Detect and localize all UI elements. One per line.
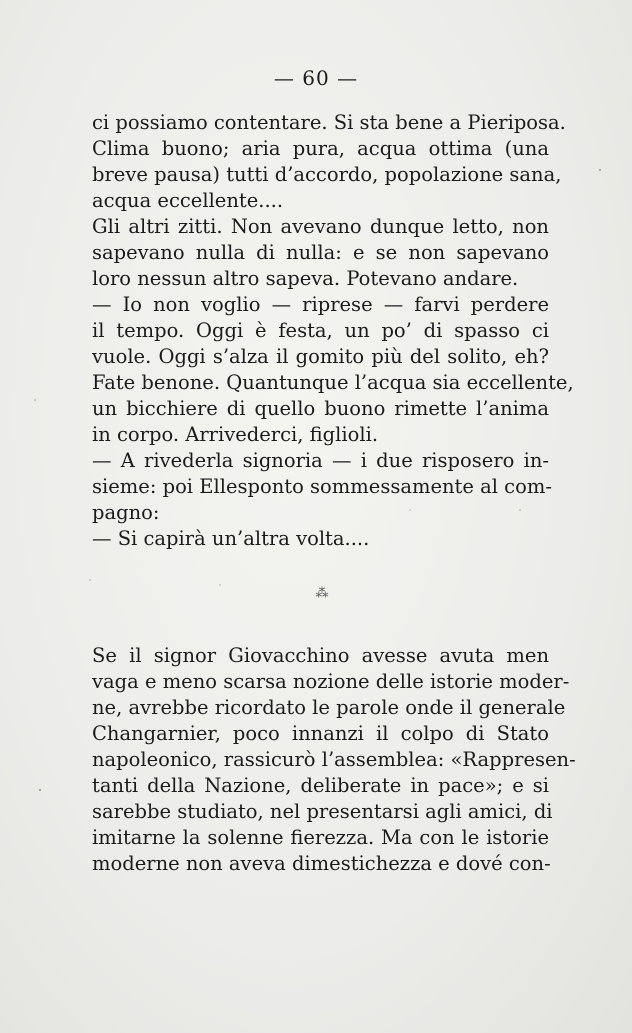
paragraph <box>92 214 549 292</box>
text-block-bottom <box>92 643 576 877</box>
text-line: — Si capirà un’altra volta.... <box>92 527 370 550</box>
text-line: vaga e meno scarsa nozione delle istorie moder- <box>92 670 570 693</box>
text-line: ne, avrebbe ricordato le parole onde il generale <box>92 696 566 719</box>
paragraph <box>92 643 576 877</box>
text-block-top <box>92 110 574 552</box>
paragraph <box>92 292 574 448</box>
text-line: pagno: <box>92 501 160 524</box>
text-line: sieme: poi Ellesponto sommessamente al com- <box>92 475 552 498</box>
paper-speck <box>599 169 601 171</box>
text-line: in corpo. Arrivederci, figlioli. <box>92 423 379 446</box>
text-line: imitarne la solenne fierezza. Ma con le istorie <box>92 826 549 849</box>
text-line: breve pausa) tutti d’accordo, popolazione sana, <box>92 163 562 186</box>
text-line: ci possiamo contentare. Si sta bene a Pieriposa. <box>92 111 566 134</box>
page-number: — 60 — <box>273 66 359 90</box>
text-line: — Io non voglio — riprese — farvi perdere <box>92 293 549 316</box>
text-line: — A rivederla signoria — i due risposero in- <box>92 449 549 472</box>
paper-speck <box>39 789 41 791</box>
section-break-ornament: ⁂ <box>315 586 329 601</box>
text-line: Gli altri zitti. Non avevano dunque letto, non <box>92 215 549 238</box>
paragraph <box>92 448 552 526</box>
paragraph <box>92 110 566 214</box>
text-line: loro nessun altro sapeva. Potevano andare. <box>92 267 519 290</box>
text-line: Fate benone. Quantunque l’acqua sia eccellente, <box>92 371 574 394</box>
text-line: sarebbe studiato, nel presentarsi agli amici, di <box>92 800 553 823</box>
paper-speck <box>34 399 36 401</box>
text-line: moderne non aveva dimestichezza e dové con- <box>92 852 551 875</box>
text-line: il tempo. Oggi è festa, un po’ di spasso ci <box>92 319 549 342</box>
paragraph <box>92 526 549 552</box>
text-line: sapevano nulla di nulla: e se non sapevano <box>92 241 549 264</box>
text-line: Clima buono; aria pura, acqua ottima (una <box>92 137 549 160</box>
text-line: acqua eccellente.... <box>92 189 284 212</box>
text-line: Changarnier, poco innanzi il colpo di Stato <box>92 722 549 745</box>
text-line: un bicchiere di quello buono rimette l’anima <box>92 397 549 420</box>
text-line: tanti della Nazione, deliberate in pace»; e si <box>92 774 549 797</box>
text-line: Se il signor Giovacchino avesse avuta men <box>92 644 549 667</box>
paper-speck <box>89 579 91 581</box>
text-line: vuole. Oggi s’alza il gomito più del solito, eh? <box>92 345 549 368</box>
text-line: napoleonico, rassicurò l’assemblea: «Rappresen- <box>92 748 576 771</box>
